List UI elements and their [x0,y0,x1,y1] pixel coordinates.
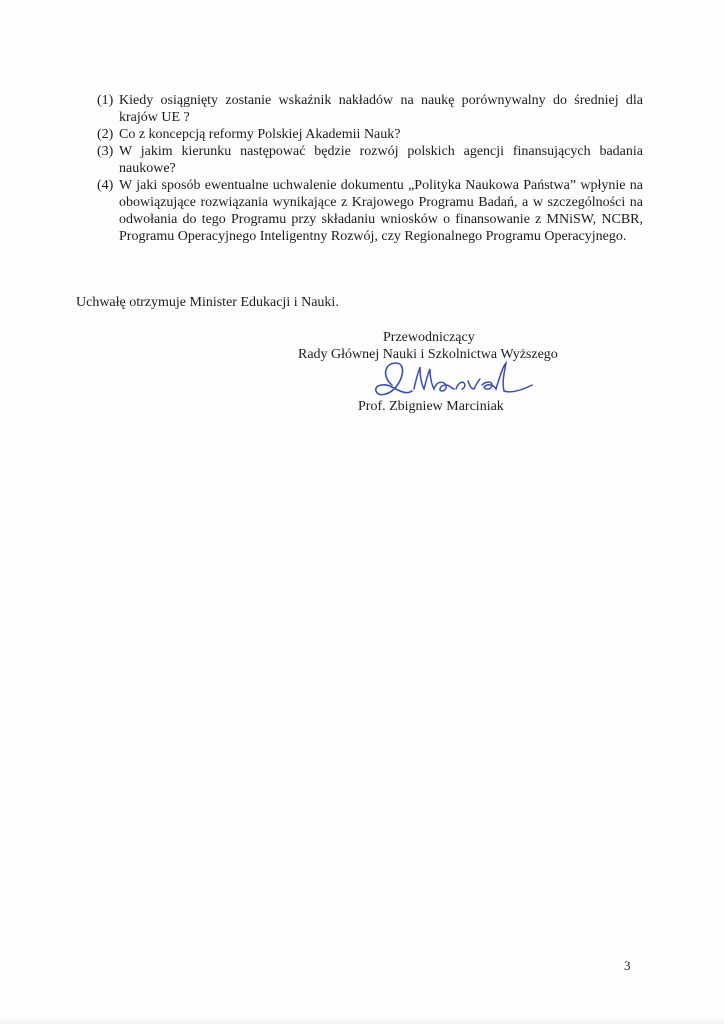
question-list [97,92,643,245]
list-item-text: Co z koncepcją reformy Polskiej Akademii Nauk? [119,127,401,142]
handwritten-signature [370,355,540,403]
list-item-number: (3) [97,144,114,159]
signatory-name: Prof. Zbigniew Marciniak [358,399,504,414]
list-item [97,92,643,126]
list-item [97,126,643,143]
signatory-council: Rady Głównej Nauki i Szkolnictwa Wyższego [298,347,558,362]
list-item [97,177,643,245]
signatory-role: Przewodniczący [383,330,475,345]
closing-statement: Uchwałę otrzymuje Minister Edukacji i Nauki. [76,295,339,310]
list-item-text: W jakim kierunku następować będzie rozwój polskich agencji finansujących badania naukowe? [119,144,643,176]
list-item-number: (4) [97,178,114,193]
list-item-number: (1) [97,93,114,108]
list-item-text: Kiedy osiągnięty zostanie wskaźnik nakładów na naukę porównywalny do średniej dla krajów UE ? [119,93,643,125]
scan-edge-divider [0,1018,724,1024]
page-number: 3 [624,958,631,973]
list-item-number: (2) [97,127,114,142]
list-item [97,143,643,177]
list-item-text: W jaki sposób ewentualne uchwalenie dokumentu „Polityka Naukowa Państwa” wpłynie na obowiązujące rozwiązania wynikające z Krajowego Programu Badań, a w szczególności na odwołania do tego Programu przy składaniu wniosków o finansowanie z MNiSW, NCBR, Programu Operacyjnego Inteligentny Rozwój, czy Regionalnego Programu Operacyjnego. [119,178,643,244]
